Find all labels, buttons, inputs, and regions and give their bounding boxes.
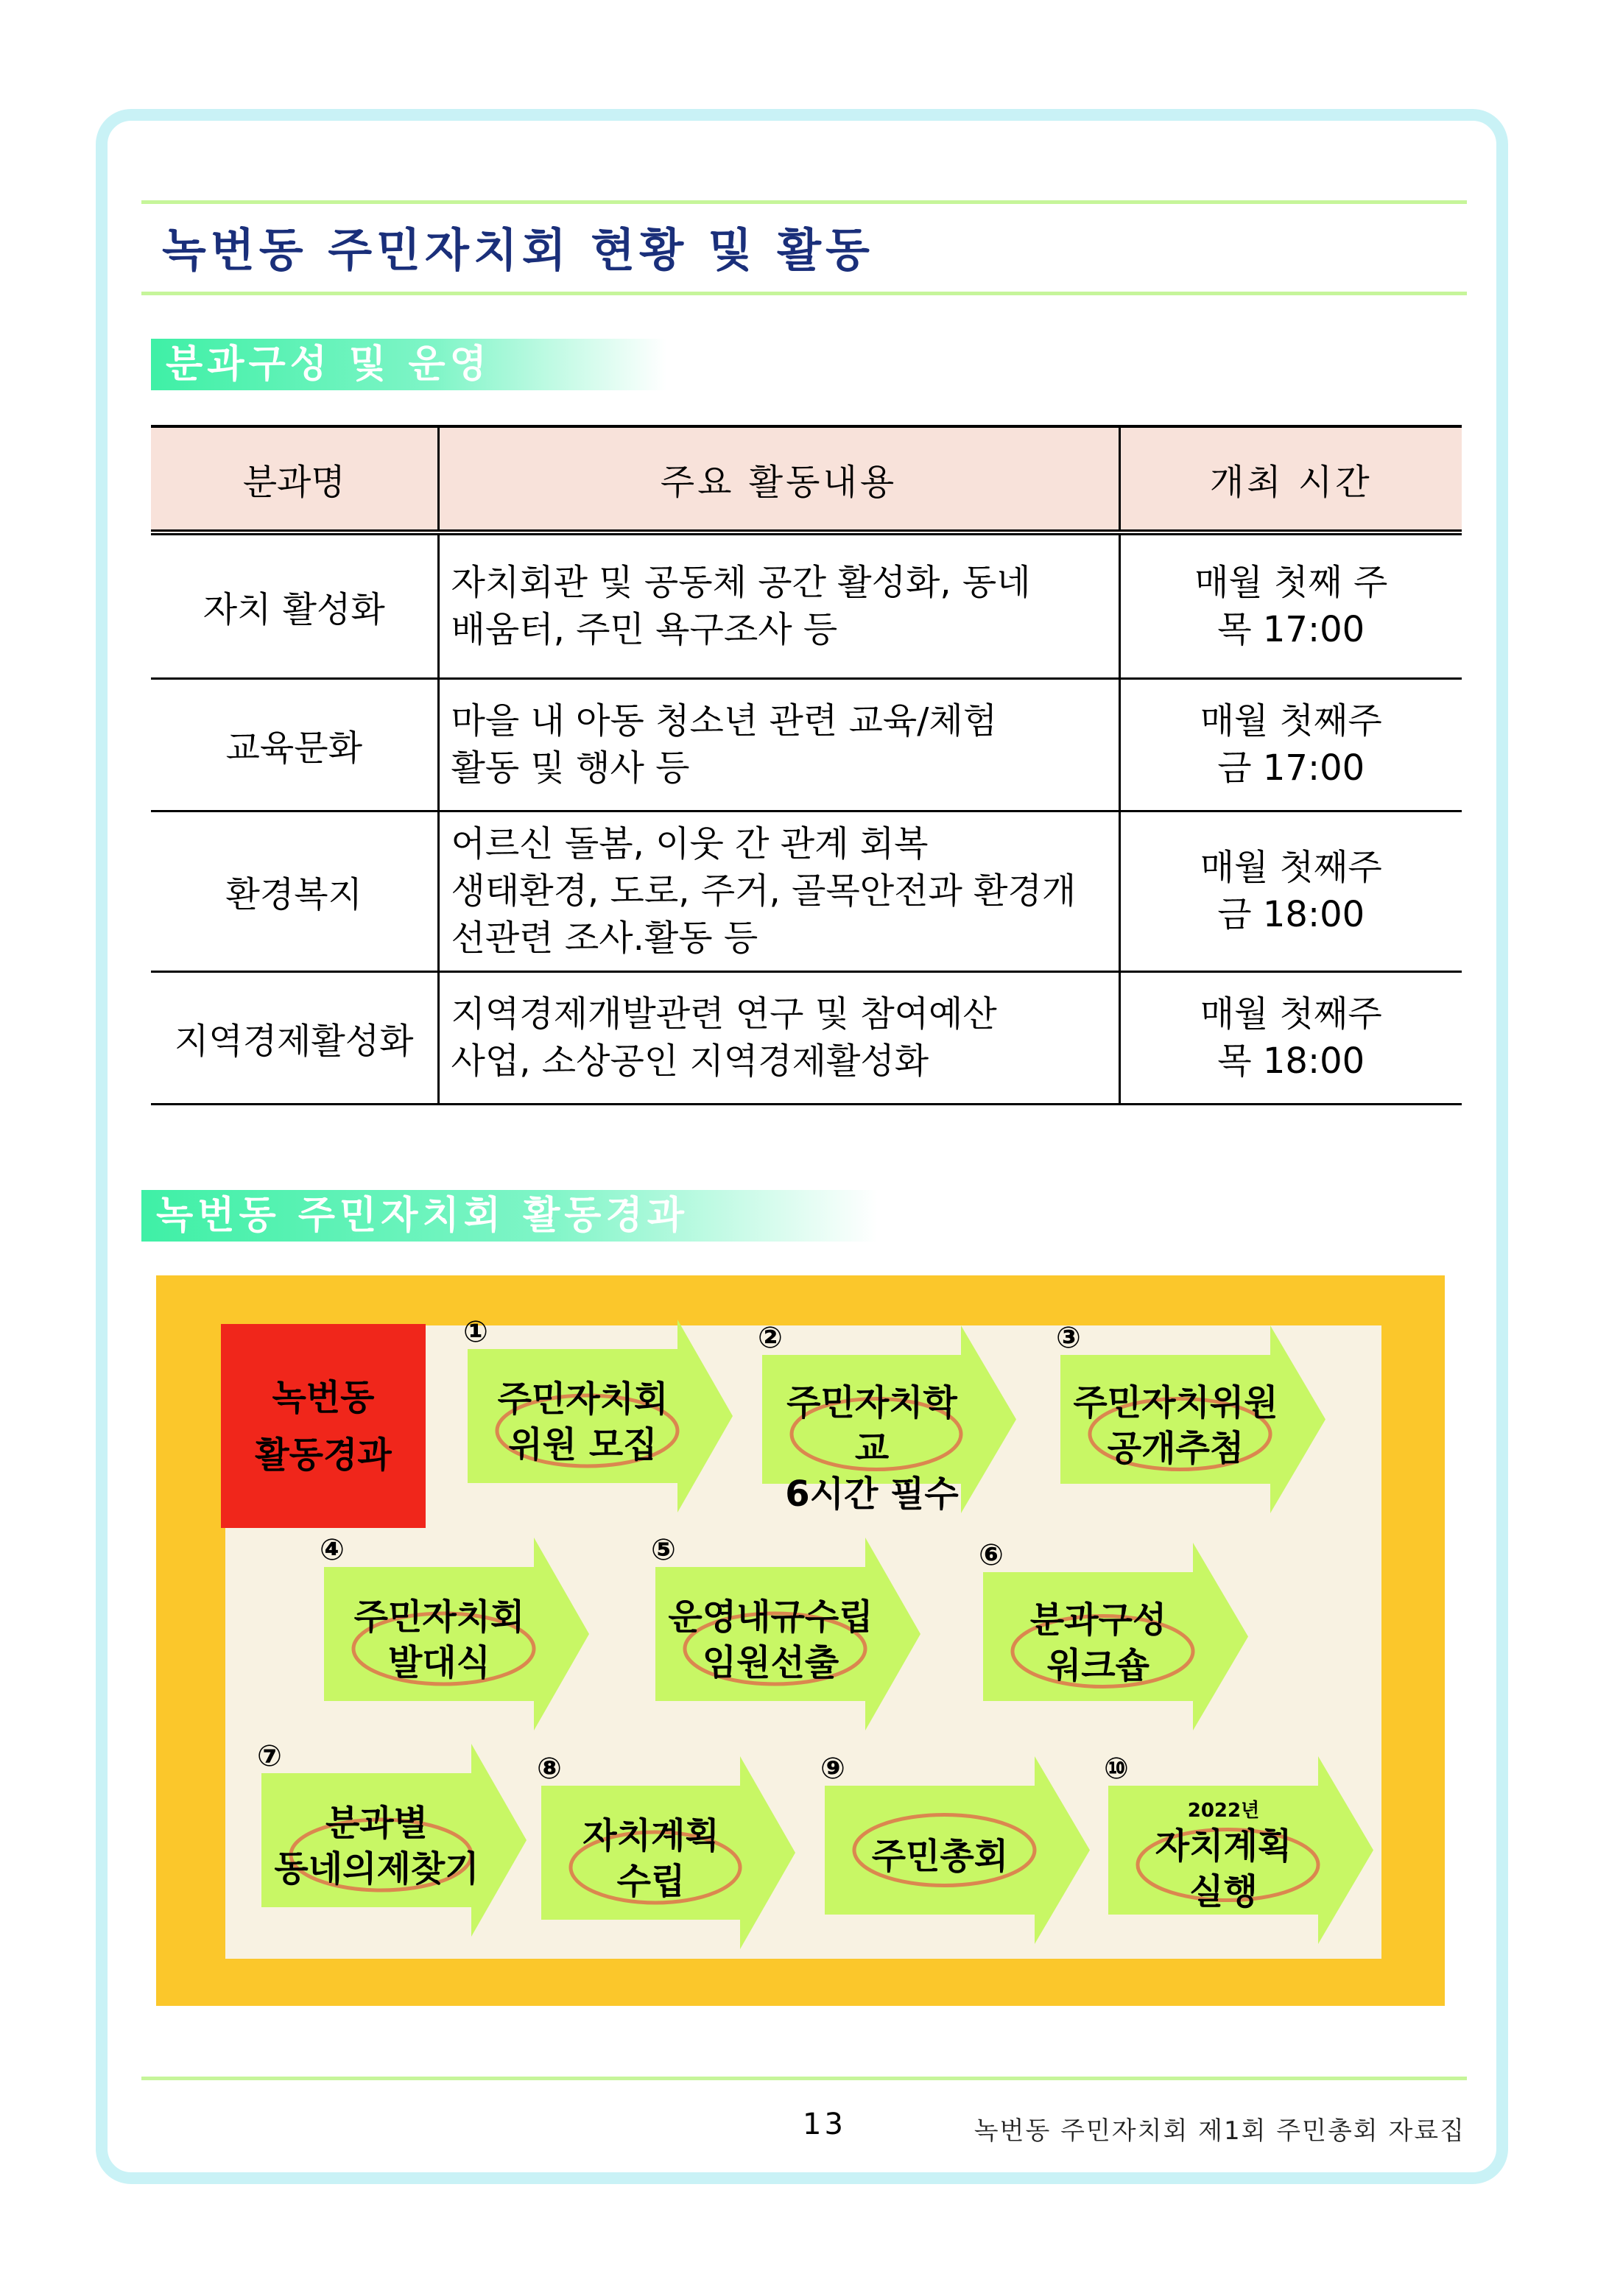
title-rule-bottom	[141, 292, 1467, 295]
step-number: ①	[463, 1315, 488, 1349]
content-line: 활동 및 행사 등	[451, 747, 690, 789]
step-label-line: 운영내규수립	[668, 1596, 873, 1638]
step-label-line: 위원 모집	[508, 1424, 658, 1465]
col-header-content: 주요 활동내용	[438, 426, 1119, 532]
progress-step-8	[537, 1752, 795, 1949]
progress-step-3	[1056, 1321, 1325, 1513]
step-label-line: 발대식	[387, 1642, 491, 1683]
step-label-line: 6시간 필수	[785, 1473, 959, 1515]
step-label	[478, 1376, 688, 1468]
content-line: 사업, 소상공인 지역경제활성화	[451, 1040, 929, 1082]
step-label-line: 워크숍	[1046, 1644, 1150, 1686]
row-name: 교육문화	[151, 678, 438, 811]
step-label-line: 공개추첨	[1107, 1427, 1244, 1469]
step-label	[334, 1594, 544, 1686]
content-line: 선관련 조사.활동 등	[451, 918, 758, 959]
step-label-line: 실행	[1189, 1870, 1258, 1912]
step-label-line: 주민자치회	[353, 1596, 525, 1638]
page-number: 13	[803, 2107, 846, 2141]
time-line: 금 18:00	[1217, 894, 1365, 935]
table-row	[151, 532, 1462, 678]
time-line: 매월 첫째 주	[1194, 562, 1388, 604]
step-label	[666, 1594, 876, 1686]
content-line: 생태환경, 도로, 주거, 골목안전과 환경개	[451, 870, 1077, 912]
row-name: 자치 활성화	[151, 532, 438, 678]
step-label-line: 동네의제찾기	[274, 1848, 479, 1890]
row-content	[438, 678, 1119, 811]
title-rule-top	[141, 200, 1467, 204]
col-header-time: 개최 시간	[1119, 426, 1462, 532]
time-line: 목 17:00	[1217, 609, 1365, 651]
content-line: 지역경제개발관련 연구 및 참여예산	[451, 993, 997, 1035]
row-content	[438, 971, 1119, 1104]
step-year: 2022년	[1187, 1799, 1260, 1822]
step-number: ⑧	[537, 1752, 562, 1786]
step-number: ④	[320, 1533, 345, 1567]
progress-step-2	[758, 1321, 1016, 1515]
time-line: 매월 첫째주	[1200, 847, 1382, 888]
step-label	[772, 1380, 971, 1517]
progress-step-4	[320, 1533, 589, 1730]
row-name: 환경복지	[151, 811, 438, 971]
content-line: 어르신 돌봄, 이웃 간 관계 회복	[451, 823, 929, 864]
content-line: 마을 내 아동 청소년 관련 교육/체험	[451, 700, 998, 742]
step-label-line: 주민자치회	[497, 1378, 669, 1420]
progress-step-5	[651, 1533, 920, 1730]
col-header-name: 분과명	[151, 426, 438, 532]
footer-rule	[141, 2077, 1467, 2080]
step-label	[835, 1834, 1045, 1879]
step-label-line: 주민총회	[871, 1835, 1009, 1877]
step-label-line: 주민자치위원	[1073, 1381, 1278, 1423]
footer-title: 녹번동 주민자치회 제1회 주민총회 자료집	[974, 2116, 1465, 2146]
step-label	[1071, 1380, 1281, 1471]
time-line: 매월 첫째주	[1200, 700, 1382, 742]
progress-step-10	[1104, 1752, 1373, 1944]
step-label-line: 주민자치학교	[786, 1381, 957, 1469]
section-heading-progress: 녹번동 주민자치회 활동경과	[141, 1190, 878, 1242]
time-line: 매월 첫째주	[1200, 993, 1382, 1035]
step-label-line: 분과구성	[1029, 1599, 1167, 1641]
row-content	[438, 532, 1119, 678]
table-row	[151, 811, 1462, 971]
content-line: 자치회관 및 공동체 공간 활성화, 동네	[451, 562, 1031, 604]
committee-table	[151, 425, 1462, 1105]
step-number: ⑨	[820, 1752, 845, 1786]
step-label-line: 수립	[616, 1861, 686, 1902]
progress-step-7	[257, 1739, 527, 1937]
progress-step-9	[820, 1752, 1090, 1944]
time-line: 금 17:00	[1217, 747, 1365, 789]
step-number: ⑦	[257, 1739, 282, 1773]
step-number: ⑤	[651, 1533, 676, 1567]
progress-step-6	[979, 1538, 1248, 1730]
step-label	[272, 1800, 482, 1892]
step-label	[552, 1813, 750, 1904]
row-time	[1119, 971, 1462, 1104]
step-number: ⑩	[1104, 1752, 1129, 1786]
progress-title-line: 녹번동	[272, 1376, 375, 1418]
time-line: 목 18:00	[1217, 1040, 1365, 1082]
step-label	[1119, 1798, 1328, 1915]
progress-title-line: 활동경과	[255, 1434, 392, 1476]
row-time	[1119, 678, 1462, 811]
step-number: ③	[1056, 1321, 1081, 1355]
progress-step-1	[463, 1315, 733, 1513]
table-row	[151, 678, 1462, 811]
row-name: 지역경제활성화	[151, 971, 438, 1104]
step-label-line: 임원선출	[702, 1642, 839, 1683]
content-line: 배움터, 주민 욕구조사 등	[451, 609, 838, 651]
row-time	[1119, 532, 1462, 678]
step-label-line: 자치계획	[1155, 1825, 1292, 1867]
step-number: ⑥	[979, 1538, 1004, 1572]
step-label-line: 분과별	[325, 1803, 429, 1844]
step-number: ②	[758, 1321, 783, 1355]
progress-title-box	[221, 1324, 426, 1528]
row-content	[438, 811, 1119, 971]
table-row	[151, 971, 1462, 1104]
section-heading-organization: 분과구성 및 운영	[151, 339, 666, 390]
step-label-line: 자치계획	[582, 1815, 719, 1856]
row-time	[1119, 811, 1462, 971]
page-title: 녹번동 주민자치회 현황 및 활동	[162, 223, 874, 277]
step-label	[993, 1597, 1203, 1688]
